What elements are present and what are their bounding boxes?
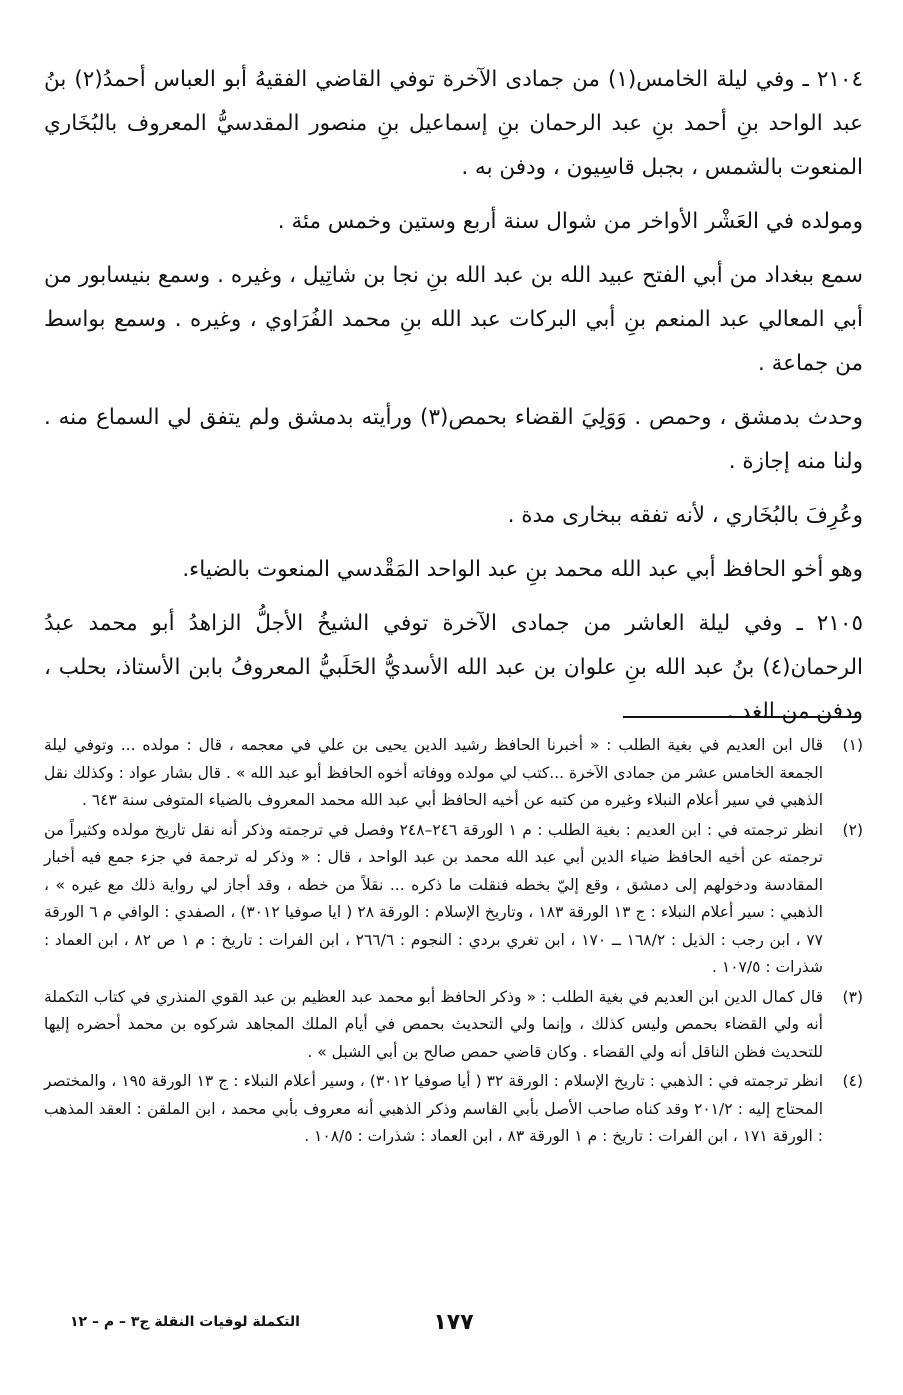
career-paragraph: وحدث بدمشق ، وحمص . وَوَلِيَ القضاء بحمص(٣) ورأيته بدمشق ولم يتفق لي السماع منه . ولنا منه إجازة .	[44, 405, 863, 474]
footnotes	[44, 732, 863, 1153]
running-title: التكملة لوفيات النقلة ج٣ – م – ١٢	[70, 1314, 300, 1330]
footnote-number: (٣)	[842, 987, 863, 1006]
footnote-number: (٢)	[842, 820, 863, 839]
footnote-text: انظر ترجمته في : ابن العديم : بغية الطلب : م ١ الورقة ٢٤٦–٢٤٨ وفصل في ترجمته وذكر أنه نقل تاريخ مولده وكثيراً من ترجمته عن أخيه الحافظ ضياء الدين أبي عبد الله محمد بن عبد الواحد ، قال : « وذكر له ترجمة في جزء جمع فيه أخبار المقادسة ودخولهم إلى دمشق ، وقع إليّ بخطه فنقلت ما ذكره ... نقلاً من خطه ، وقد أجاز لي رواية ذلك مع غيره » ، الذهبي : سير أعلام النبلاء : ج ١٣ الورقة ١٨٣ ، وتاريخ الإسلام : الورقة ٢٨ ( ايا صوفيا ٣٠١٢) ، الصفدي : الوافي م ٦ الورقة ٧٧ ، ابن رجب : الذيل : ١٦٨/٢ ــ ١٧٠ ، ابن تغري بردي : النجوم : ٢٦٦/٦ ، ابن الفرات : تاريخ : م ١ ص ٨٢ ، ابن العماد : شذرات : ١٠٧/٥ .	[44, 820, 824, 976]
footnote-1	[44, 732, 863, 815]
page-number: ١٧٧	[433, 1310, 474, 1335]
footnote-number: (١)	[842, 736, 863, 754]
birth-paragraph: ومولده في العَشْر الأواخر من شوال سنة أربع وستين وخمس مئة .	[277, 209, 863, 234]
footnote-4	[44, 1068, 863, 1151]
teachers-paragraph: سمع ببغداد من أبي الفتح عبيد الله بن عبد الله بنِ نجا بن شاتِيل ، وغيره . وسمع بنيسابور من أبي المعالي عبد المنعم بنِ أبي البركات عبد الله بنِ محمد الفُرَاوي ، وغيره . وسمع بواسط من جماعة .	[44, 263, 863, 376]
footnote-text: قال كمال الدين ابن العديم في بغية الطلب : « وذكر الحافظ أبو محمد عبد العظيم بن عبد القوي المنذري في كتاب التكملة أنه ولي القضاء بحمص وليس كذلك ، وإنما ولي التحديث بحمص في أيام الملك المجاهد شركوه بن محمد أحضره إليها للتحديث فظن الناقل أنه ولي القضاء . وكان قاضي حمص صالح بن أبي الشبل » .	[44, 987, 823, 1061]
entry-2105-heading: ٢١٠٥ ـ وفي ليلة العاشر من جمادى الآخرة توفي الشيخُ الأجلُّ الزاهدُ أبو محمد عبدُ الرحمان(٤) بنُ عبد الله بنِ علوان بن عبد الله الأسديُّ الحَلَبيُّ المعروفُ بابن الأستاذ، بحلب ، ودفن من الغد .	[44, 611, 863, 724]
page-footer	[44, 1310, 863, 1340]
footnote-3	[44, 984, 863, 1067]
brother-paragraph: وهو أخو الحافظ أبي عبد الله محمد بنِ عبد الواحد المَقْدسي المنعوت بالضياء.	[182, 557, 863, 582]
nisba-paragraph: وعُرِفَ بالبُخَاري ، لأنه تفقه ببخارى مدة .	[507, 503, 863, 528]
main-text	[44, 58, 863, 734]
footnote-number: (٤)	[842, 1072, 863, 1090]
footnote-text: انظر ترجمته في : الذهبي : تاريخ الإسلام : الورقة ٣٢ ( أيا صوفيا ٣٠١٢) ، وسير أعلام النبلاء : ج ١٣ الورقة ١٩٥ ، والمختصر المحتاج إليه : ٢٠١/٢ وقد كناه صاحب الأصل بأبي القاسم وذكر الذهبي أنه معروف بأبي محمد ، ابن الملقن : العقد المذهب : الورقة ١٧١ ، ابن الفرات : تاريخ : م ١ الورقة ٨٣ ، ابن العماد : شذرات : ١٠٨/٥ .	[44, 1072, 824, 1145]
footnote-text: قال ابن العديم في بغية الطلب : « أخبرنا الحافظ رشيد الدين يحيى بن علي في معجمه ، قال : مولده ... وتوفي ليلة الجمعة الخامس عشر من جمادى الآخرة ...كتب لي مولده ووفاته أخوه الحافظ أبو عبد الله » . قال بشار عواد : وكذلك نقل الذهبي في سير أعلام النبلاء وغيره من كتبه عن أخيه الحافظ أبي عبد الله محمد المعروف بالضياء المتوفى سنة ٦٤٣ .	[44, 736, 823, 809]
entry-2104-heading: ٢١٠٤ ـ وفي ليلة الخامس(١) من جمادى الآخرة توفي القاضي الفقيهُ أبو العباس أحمدُ(٢) بنُ عبد الواحد بنِ أحمد بنِ عبد الرحمان بنِ إسماعيل بنِ منصور المقدسيُّ المعروف بالبُخَاري المنعوت بالشمس ، بجبل قاسِيون ، ودفن به .	[44, 67, 864, 180]
footnote-2	[44, 817, 863, 982]
footnote-separator	[623, 716, 859, 718]
